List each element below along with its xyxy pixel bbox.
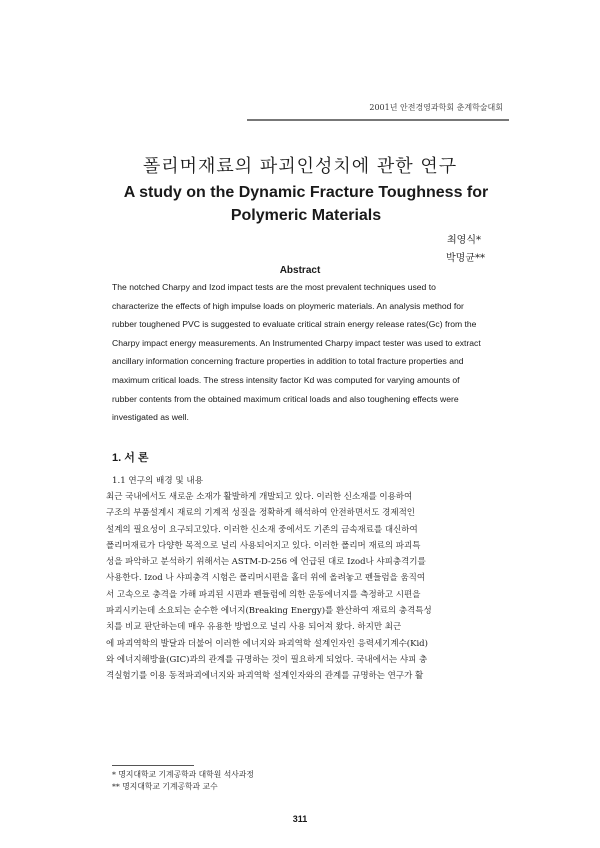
abstract-line: rubber contents from the obtained maximum critical loads and also toughening effects were — [112, 393, 459, 404]
korean-title: 폴리머재료의 파괴인성치에 관한 연구 — [142, 156, 458, 177]
body-line: 에 파괴역학의 발달과 더불어 이러한 에너지와 파괴역학 설계인자인 응력세기계수(Kid) — [106, 638, 428, 649]
footnote-1: * 명지대학교 기계공학과 대학원 석사과정 — [112, 770, 254, 779]
body-line: 설계의 필요성이 요구되고있다. 이러한 신소재 중에서도 기존의 금속재료를 대신하여 — [106, 524, 418, 535]
abstract-line: Charpy impact energy measurements. An Instrumented Charpy impact tester was used to extract — [112, 337, 481, 348]
footnote-rule — [112, 765, 194, 766]
english-title: A study on the Dynamic Fracture Toughness for Polymeric Materials — [123, 184, 489, 224]
abstract-line: maximum critical loads. The stress intensity factor Kd was computed for varying amounts of — [112, 374, 460, 385]
author-2: 박명균** — [446, 253, 485, 264]
conference-header: 2001년 안전경영과학회 춘계학술대회 — [369, 103, 503, 112]
header-rule — [247, 119, 509, 121]
body-line: 성을 파악하고 분석하기 위해서는 ASTM-D-256 에 언급된 대로 Izod나 샤피충격기를 — [106, 557, 426, 568]
abstract-line: The notched Charpy and Izod impact tests are the most prevalent techniques used to — [112, 282, 436, 292]
body-line: 파괴시키는데 소요되는 순수한 에너지(Breaking Energy)를 환산하여 재료의 충격특성 — [106, 606, 432, 617]
body-line: 서 고속으로 충격을 가해 파괴된 시편과 펜들럼에 의한 운동에너지를 측정하고 시편을 — [106, 589, 421, 600]
body-line: 사용한다. Izod 나 샤피충격 시험은 폴리머시편을 홀더 위에 올려놓고 펜들럼을 움직여 — [106, 573, 426, 584]
body-line: 구조의 부품설계시 재료의 기계적 성질을 정확하게 해석하여 안전하면서도 경제적인 — [106, 508, 416, 519]
abstract-line: investigated as well. — [112, 412, 189, 423]
body-line: 와 에너지해방율(GIC)과의 관계를 규명하는 것이 필요하게 되었다. 국내에서는 샤피 충 — [106, 654, 428, 665]
abstract-heading: Abstract — [279, 265, 321, 276]
body-line: 격실험기를 이용 동적파괴에너지와 파괴역학 설계인자와의 관계를 규명하는 연구가 활 — [106, 671, 424, 682]
abstract-line: characterize the effects of high impulse loads on ploymeric materials. An analysis method for — [112, 300, 464, 311]
subsection-heading: 1.1 연구의 배경 및 내용 — [112, 476, 204, 486]
body-line: 폴리머재료가 다양한 목적으로 널리 사용되어지고 있다. 이러한 폴리머 재료의 파괴특 — [106, 540, 421, 551]
section-body — [106, 489, 516, 685]
abstract-line: ancillary information concerning fracture properties in addition to total fracture properties and — [112, 356, 464, 367]
abstract-line: rubber toughened PVC is suggested to evaluate critical strain energy release rates(Gc) from the — [112, 319, 477, 330]
body-line: 치를 비교 판단하는데 매우 유용한 방법으로 널리 사용 되어져 왔다. 하지만 최근 — [106, 622, 402, 633]
abstract-body — [112, 278, 512, 427]
footnote-2: ** 명지대학교 기계공학과 교수 — [112, 782, 218, 791]
author-1: 최영식* — [447, 235, 481, 246]
page-number: 311 — [292, 814, 308, 824]
section-heading: 1. 서 론 — [112, 452, 149, 464]
body-line: 최근 국내에서도 새로운 소재가 활발하게 개발되고 있다. 이러한 신소재를 이용하여 — [106, 492, 413, 502]
